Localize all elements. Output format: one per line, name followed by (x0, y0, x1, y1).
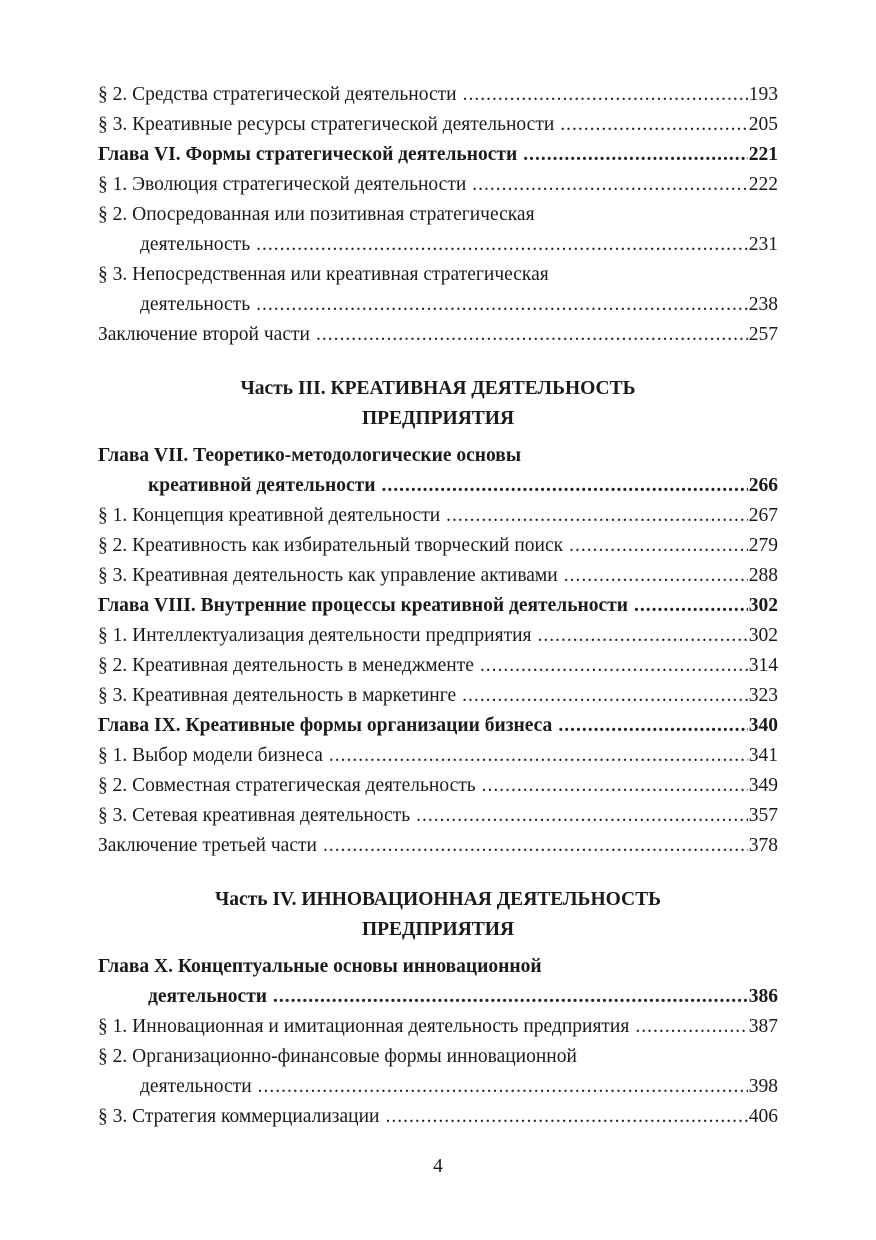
toc-leader-dots (482, 771, 748, 801)
toc-entry (98, 320, 778, 350)
toc-chapter-entry (98, 591, 778, 621)
toc-entry-title: § 3. Стратегия коммерциализации (98, 1106, 380, 1127)
toc-entry-title-line1: § 2. Опосредованная или позитивная стратегическая (98, 204, 535, 225)
toc-leader-dots (329, 741, 748, 771)
toc-entry-title: § 3. Креативные ресурсы стратегической деятельности (98, 114, 555, 135)
toc-entry-title: § 3. Сетевая креативная деятельность (98, 805, 411, 826)
toc-entry-page: 378 (748, 835, 778, 856)
toc-entry-title: § 1. Эволюция стратегической деятельности (98, 174, 467, 195)
toc-entry (98, 290, 778, 320)
toc-entry (98, 170, 778, 200)
toc-entry-title: Заключение второй части (98, 324, 310, 345)
toc-entry (98, 621, 778, 651)
toc-entry (98, 110, 778, 140)
toc-entry-page: 257 (748, 324, 778, 345)
toc-leader-dots (256, 230, 748, 260)
toc-entry-page: 340 (748, 715, 778, 736)
toc-entry-page: 386 (748, 986, 778, 1007)
toc-leader-dots (446, 501, 748, 531)
toc-leader-dots (258, 1072, 748, 1102)
toc-leader-dots (523, 140, 748, 170)
toc-entry-page: 288 (748, 565, 778, 586)
toc-entry-page: 279 (748, 535, 778, 556)
table-of-contents (98, 80, 778, 1132)
toc-leader-dots (316, 320, 748, 350)
toc-leader-dots (273, 982, 748, 1012)
toc-entry-page: 231 (748, 234, 778, 255)
toc-entry-page: 349 (748, 775, 778, 796)
toc-leader-dots (463, 80, 748, 110)
part-heading-line1: Часть III. КРЕАТИВНАЯ ДЕЯТЕЛЬНОСТЬ (240, 378, 636, 399)
toc-chapter-entry (98, 140, 778, 170)
toc-entry (98, 230, 778, 260)
toc-entry (98, 741, 778, 771)
toc-entry-title: § 1. Инновационная и имитационная деятельность предприятия (98, 1016, 630, 1037)
toc-entry-page: 406 (748, 1106, 778, 1127)
toc-entry (98, 80, 778, 110)
toc-entry-title: § 1. Концепция креативной деятельности (98, 505, 441, 526)
toc-chapter-entry (98, 471, 778, 501)
toc-leader-dots (381, 471, 747, 501)
toc-entry-page: 302 (748, 625, 778, 646)
toc-entry-page: 398 (748, 1076, 778, 1097)
part-heading-line1: Часть IV. ИННОВАЦИОННАЯ ДЕЯТЕЛЬНОСТЬ (214, 889, 662, 910)
toc-entry (98, 651, 778, 681)
toc-entry-title-line2: деятельность (140, 294, 251, 315)
toc-entry (98, 531, 778, 561)
toc-entry-title: § 1. Выбор модели бизнеса (98, 745, 323, 766)
toc-leader-dots (472, 170, 747, 200)
toc-leader-dots (256, 290, 748, 320)
chapter-title-line1: Глава VII. Теоретико-методологические основы (98, 445, 522, 466)
toc-entry-page: 341 (748, 745, 778, 766)
toc-entry-page: 193 (748, 84, 778, 105)
toc-entry-title: § 1. Интеллектуализация деятельности предприятия (98, 625, 532, 646)
toc-entry (98, 1102, 778, 1132)
toc-entry-page: 221 (748, 144, 778, 165)
part-heading-line2: ПРЕДПРИЯТИЯ (361, 919, 515, 940)
toc-leader-dots (480, 651, 748, 681)
toc-leader-dots (462, 681, 748, 711)
toc-entry-page: 357 (748, 805, 778, 826)
toc-leader-dots (558, 711, 747, 741)
toc-entry-title-line2: деятельность (140, 234, 251, 255)
toc-entry-page: 238 (748, 294, 778, 315)
toc-entry-title: § 2. Средства стратегической деятельности (98, 84, 457, 105)
toc-chapter-entry (98, 982, 778, 1012)
toc-leader-dots (416, 801, 748, 831)
toc-entry-page: 314 (748, 655, 778, 676)
toc-entry (98, 1012, 778, 1042)
toc-entry-page: 266 (748, 475, 778, 496)
toc-leader-dots (323, 831, 748, 861)
toc-entry-title: § 3. Креативная деятельность как управление активами (98, 565, 558, 586)
toc-entry-title: Глава VIII. Внутренние процессы креативной деятельности (98, 595, 628, 616)
page-number: 4 (433, 1156, 443, 1177)
toc-entry-title: § 2. Совместная стратегическая деятельность (98, 775, 476, 796)
toc-entry-title: § 3. Креативная деятельность в маркетинге (98, 685, 457, 706)
toc-entry (98, 801, 778, 831)
toc-entry-title: § 2. Креативная деятельность в менеджменте (98, 655, 474, 676)
chapter-title-line1: Глава X. Концептуальные основы инновационной (98, 956, 542, 977)
chapter-title-line2: деятельности (148, 986, 268, 1007)
toc-leader-dots (538, 621, 748, 651)
part-heading-line2: ПРЕДПРИЯТИЯ (361, 408, 515, 429)
toc-leader-dots (560, 110, 747, 140)
toc-entry-title: § 2. Креативность как избирательный творческий поиск (98, 535, 564, 556)
toc-entry-page: 205 (748, 114, 778, 135)
toc-leader-dots (569, 531, 748, 561)
toc-entry-title-line1: § 3. Непосредственная или креативная стратегическая (98, 264, 549, 285)
toc-entry (98, 501, 778, 531)
toc-entry-page: 222 (748, 174, 778, 195)
toc-entry-title-line1: § 2. Организационно-финансовые формы инновационной (98, 1046, 577, 1067)
chapter-title-line2: креативной деятельности (148, 475, 376, 496)
toc-entry-title-line2: деятельности (140, 1076, 252, 1097)
toc-entry-title: Глава IX. Креативные формы организации бизнеса (98, 715, 553, 736)
toc-leader-dots (564, 561, 748, 591)
toc-entry-title: Глава VI. Формы стратегической деятельности (98, 144, 518, 165)
toc-entry (98, 831, 778, 861)
toc-leader-dots (385, 1102, 747, 1132)
toc-entry-page: 387 (748, 1016, 778, 1037)
toc-entry-page: 302 (748, 595, 778, 616)
toc-entry-page: 267 (748, 505, 778, 526)
toc-entry (98, 681, 778, 711)
toc-entry-page: 323 (748, 685, 778, 706)
toc-entry (98, 771, 778, 801)
toc-entry-title: Заключение третьей части (98, 835, 317, 856)
toc-leader-dots (634, 591, 748, 621)
toc-entry (98, 561, 778, 591)
toc-chapter-entry (98, 711, 778, 741)
toc-entry (98, 1072, 778, 1102)
toc-leader-dots (635, 1012, 747, 1042)
